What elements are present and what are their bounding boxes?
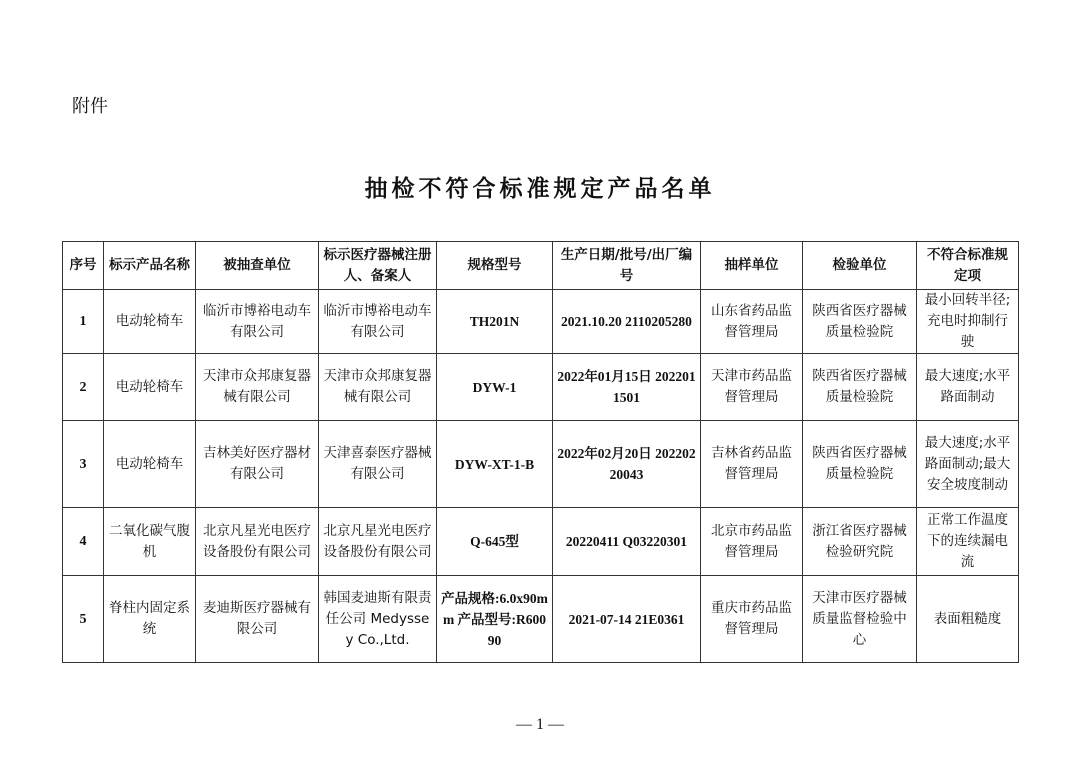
cell-inspected-unit: 临沂市博裕电动车有限公司 (196, 290, 319, 354)
header-inspected-unit: 被抽查单位 (196, 242, 319, 290)
cell-product: 电动轮椅车 (104, 354, 196, 421)
cell-sampling-unit: 山东省药品监督管理局 (701, 290, 803, 354)
attachment-label: 附件 (72, 96, 108, 117)
cell-batch: 2021-07-14 21E0361 (553, 576, 701, 663)
cell-testing-unit: 陕西省医疗器械质量检验院 (803, 354, 917, 421)
cell-no: 5 (63, 576, 104, 663)
cell-testing-unit: 浙江省医疗器械检验研究院 (803, 508, 917, 576)
cell-inspected-unit: 天津市众邦康复器械有限公司 (196, 354, 319, 421)
cell-no: 4 (63, 508, 104, 576)
cell-testing-unit: 天津市医疗器械质量监督检验中心 (803, 576, 917, 663)
document-title: 抽检不符合标准规定产品名单 (364, 176, 716, 202)
cell-batch: 20220411 Q03220301 (553, 508, 701, 576)
header-failed-items: 不符合标准规定项 (917, 242, 1019, 290)
cell-no: 1 (63, 290, 104, 354)
cell-registrant: 临沂市博裕电动车有限公司 (319, 290, 437, 354)
cell-testing-unit: 陕西省医疗器械质量检验院 (803, 290, 917, 354)
table-row (63, 421, 1019, 508)
header-model: 规格型号 (437, 242, 553, 290)
header-sampling-unit: 抽样单位 (701, 242, 803, 290)
cell-sampling-unit: 北京市药品监督管理局 (701, 508, 803, 576)
header-testing-unit: 检验单位 (803, 242, 917, 290)
table-row (63, 290, 1019, 354)
cell-sampling-unit: 天津市药品监督管理局 (701, 354, 803, 421)
page-number: — 1 — (516, 716, 564, 733)
cell-model: DYW-XT-1-B (437, 421, 553, 508)
cell-failed-items: 最大速度;水平路面制动 (917, 354, 1019, 421)
cell-failed-items: 表面粗糙度 (917, 576, 1019, 663)
cell-product: 电动轮椅车 (104, 290, 196, 354)
cell-model: TH201N (437, 290, 553, 354)
header-product: 标示产品名称 (104, 242, 196, 290)
header-registrant: 标示医疗器械注册人、备案人 (319, 242, 437, 290)
header-no: 序号 (63, 242, 104, 290)
cell-no: 3 (63, 421, 104, 508)
table-row (63, 508, 1019, 576)
cell-product: 二氧化碳气腹机 (104, 508, 196, 576)
cell-testing-unit: 陕西省医疗器械质量检验院 (803, 421, 917, 508)
table-row (63, 576, 1019, 663)
cell-product: 脊柱内固定系统 (104, 576, 196, 663)
cell-inspected-unit: 吉林美好医疗器材有限公司 (196, 421, 319, 508)
cell-inspected-unit: 北京凡星光电医疗设备股份有限公司 (196, 508, 319, 576)
cell-product: 电动轮椅车 (104, 421, 196, 508)
product-table (62, 241, 1019, 663)
cell-no: 2 (63, 354, 104, 421)
cell-batch: 2022年02月20日 20220220043 (553, 421, 701, 508)
table-header-row (63, 242, 1019, 290)
cell-registrant: 韩国麦迪斯有限责任公司 Medyssey Co.,Ltd. (319, 576, 437, 663)
cell-inspected-unit: 麦迪斯医疗器械有限公司 (196, 576, 319, 663)
cell-failed-items: 正常工作温度下的连续漏电流 (917, 508, 1019, 576)
table-row (63, 354, 1019, 421)
cell-sampling-unit: 吉林省药品监督管理局 (701, 421, 803, 508)
cell-failed-items: 最小回转半径;充电时抑制行驶 (917, 290, 1019, 354)
cell-batch: 2021.10.20 2110205280 (553, 290, 701, 354)
cell-failed-items: 最大速度;水平路面制动;最大安全坡度制动 (917, 421, 1019, 508)
cell-model: 产品规格:6.0x90mm 产品型号:R60090 (437, 576, 553, 663)
header-batch: 生产日期/批号/出厂编号 (553, 242, 701, 290)
cell-model: Q-645型 (437, 508, 553, 576)
cell-registrant: 天津市众邦康复器械有限公司 (319, 354, 437, 421)
cell-sampling-unit: 重庆市药品监督管理局 (701, 576, 803, 663)
cell-model: DYW-1 (437, 354, 553, 421)
cell-registrant: 北京凡星光电医疗设备股份有限公司 (319, 508, 437, 576)
cell-batch: 2022年01月15日 2022011501 (553, 354, 701, 421)
cell-registrant: 天津喜泰医疗器械有限公司 (319, 421, 437, 508)
